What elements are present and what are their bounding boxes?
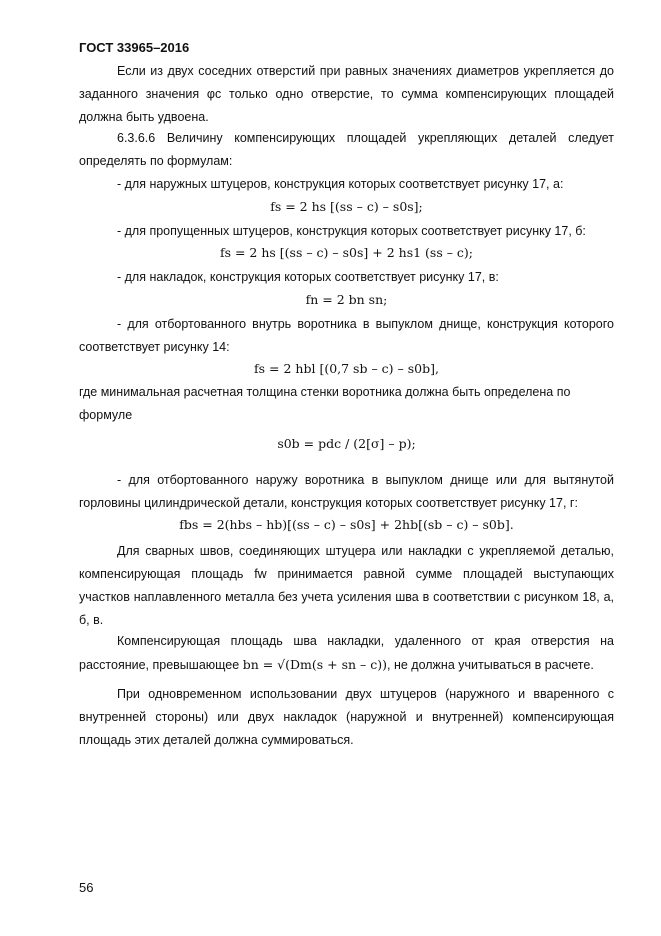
paragraph-4-text: Для сварных швов, соединяющих штуцера или накладки с укрепляемой деталью, компенсирующая площадь fw принимается равной сумме площадей выступающих участков наплавленного металла без учета усиления шва в соответствии с рисунком 18, а, б, в. (79, 544, 614, 627)
paragraph-1 (79, 60, 614, 129)
formula-d: fs = 2 hbl [(0,7 sb – c) – s0b], (254, 361, 439, 376)
formula-e: s0b = pdc / (2[σ] – p); (277, 436, 416, 451)
list-item-a (79, 173, 614, 196)
formula-c: fn = 2 bn sn; (305, 292, 388, 307)
formula-b: fs = 2 hs [(ss – c) – s0s] + 2 hs1 (ss – c); (219, 245, 474, 260)
formula-g: bn = √(Dm(s + sn – c)) (242, 657, 388, 672)
list-item-c (79, 266, 614, 289)
paragraph-5-text-a: Компенсирующая площадь шва накладки, удаленного от края отверстия на расстояние, превышающее (79, 634, 614, 672)
paragraph-1-text: Если из двух соседних отверстий при равных значениях диаметров укрепляется до заданного значения φc только одно отверстие, то сумма компенсирующих площадей должна быть удвоена. (79, 64, 614, 124)
paragraph-5-text-b: , не должна учитываться в расчете. (387, 658, 594, 672)
paragraph-3 (79, 381, 614, 427)
paragraph-5 (79, 630, 614, 677)
document-header: ГОСТ 33965–2016 (79, 40, 190, 55)
list-item-e (79, 469, 614, 515)
list-item-d-text: - для отбортованного внутрь воротника в выпуклом днище, конструкция которого соответствует рисунку 14: (79, 317, 614, 354)
page-number: 56 (79, 880, 94, 895)
paragraph-2-text: 6.3.6.6 Величину компенсирующих площадей укрепляющих деталей следует определять по формулам: (79, 131, 614, 168)
paragraph-3-text: где минимальная расчетная толщина стенки воротника должна быть определена по формуле (79, 385, 571, 422)
list-item-c-text: - для накладок, конструкция которых соответствует рисунку 17, в: (117, 270, 499, 284)
formula-a: fs = 2 hs [(ss – c) – s0s]; (270, 199, 423, 214)
list-item-a-text: - для наружных штуцеров, конструкция которых соответствует рисунку 17, а: (117, 177, 564, 191)
paragraph-6-text: При одновременном использовании двух штуцеров (наружного и вваренного с внутренней стороны) или двух накладок (наружной и внутренней) компенсирующая площадь этих деталей должна суммироваться. (79, 687, 614, 747)
list-item-d (79, 313, 614, 359)
list-item-b (79, 220, 614, 243)
formula-f: fbs = 2(hbs – hb)[(ss – c) – s0s] + 2hb[(sb – c) – s0b]. (179, 517, 514, 532)
list-item-e-text: - для отбортованного наружу воротника в выпуклом днище или для вытянутой горловины цилиндрической детали, конструкция которых соответствует рисунку 17, г: (79, 473, 614, 510)
paragraph-6 (79, 683, 614, 752)
list-item-b-text: - для пропущенных штуцеров, конструкция которых соответствует рисунку 17, б: (117, 224, 586, 238)
paragraph-4 (79, 540, 614, 632)
paragraph-6-3-6-6 (79, 127, 614, 173)
